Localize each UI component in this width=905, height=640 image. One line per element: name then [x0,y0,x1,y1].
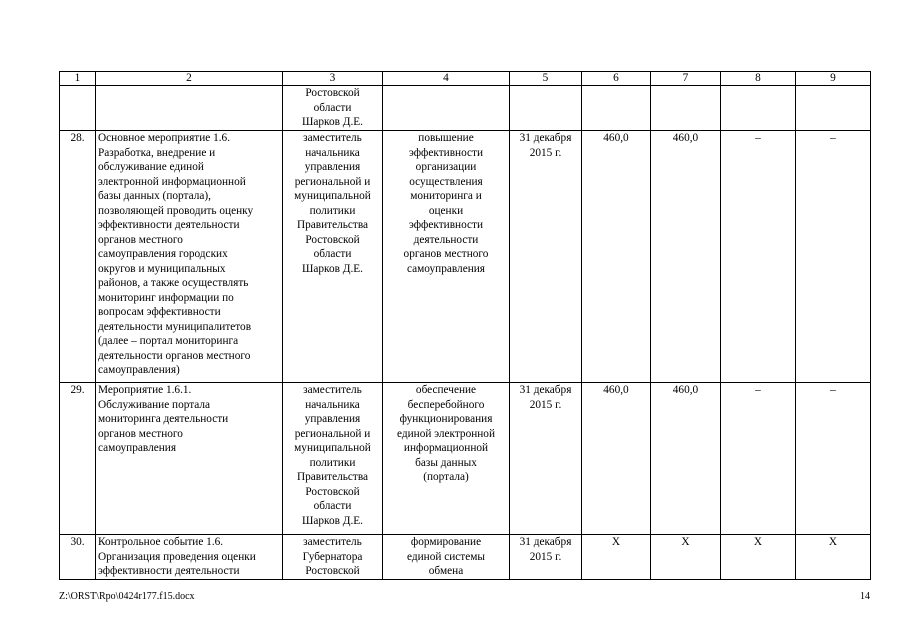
cell-empty [96,86,283,131]
table-row [60,383,871,535]
cell-empty [796,86,871,131]
header-row [60,72,871,86]
table-row-continuation [60,86,871,131]
date-cell: 31 декабря 2015 г. [510,535,582,580]
value-cell-8: – [721,131,796,383]
date-cell: 31 декабря 2015 г. [510,383,582,535]
row-number: 29. [60,383,96,535]
responsible-cell: заместитель начальника управления региональной и муниципальной политики Правительства Ростовской области Шарков Д.Е. [283,383,383,535]
header-cell-1: 1 [60,72,96,86]
value-cell-9: – [796,131,871,383]
result-cell: формирование единой системы обмена [383,535,510,580]
cell-empty [510,86,582,131]
row-number: 30. [60,535,96,580]
responsible-cell: Ростовской области Шарков Д.Е. [283,86,383,131]
value-cell-9: – [796,383,871,535]
value-cell-7: 460,0 [651,131,721,383]
cell-empty [721,86,796,131]
page-number: 14 [860,591,870,602]
cell-empty [383,86,510,131]
event-cell: Основное мероприятие 1.6. Разработка, внедрение и обслуживание единой электронной информационной базы данных (портала), позволяющей проводить оценку эффективности деятельности органов местного самоуправления городских округов и муниципальных районов, а также осуществлять мониторинг информации по вопросам эффективности деятельности муниципалитетов (далее – портал мониторинга деятельности органов местного самоуправления) [96,131,283,383]
table-row [60,535,871,580]
value-cell-8: X [721,535,796,580]
header-cell-6: 6 [582,72,651,86]
measures-table [59,71,871,580]
result-cell: повышение эффективности организации осуществления мониторинга и оценки эффективности деятельности органов местного самоуправления [383,131,510,383]
value-cell-8: – [721,383,796,535]
value-cell-6: X [582,535,651,580]
header-cell-9: 9 [796,72,871,86]
header-cell-8: 8 [721,72,796,86]
value-cell-9: X [796,535,871,580]
value-cell-7: 460,0 [651,383,721,535]
result-cell: обеспечение бесперебойного функционирования единой электронной информационной базы данных (портала) [383,383,510,535]
header-cell-5: 5 [510,72,582,86]
event-cell: Контрольное событие 1.6. Организация проведения оценки эффективности деятельности [96,535,283,580]
cell-empty [60,86,96,131]
cell-empty [651,86,721,131]
value-cell-6: 460,0 [582,383,651,535]
table-row [60,131,871,383]
row-number: 28. [60,131,96,383]
event-cell: Мероприятие 1.6.1. Обслуживание портала мониторинга деятельности органов местного самоуправления [96,383,283,535]
date-cell: 31 декабря 2015 г. [510,131,582,383]
cell-empty [582,86,651,131]
value-cell-6: 460,0 [582,131,651,383]
responsible-cell: заместитель Губернатора Ростовской [283,535,383,580]
value-cell-7: X [651,535,721,580]
header-cell-7: 7 [651,72,721,86]
header-cell-2: 2 [96,72,283,86]
header-cell-4: 4 [383,72,510,86]
header-cell-3: 3 [283,72,383,86]
footer-file-path: Z:\ORST\Rpo\0424r177.f15.docx [59,591,195,602]
responsible-cell: заместитель начальника управления региональной и муниципальной политики Правительства Ростовской области Шарков Д.Е. [283,131,383,383]
